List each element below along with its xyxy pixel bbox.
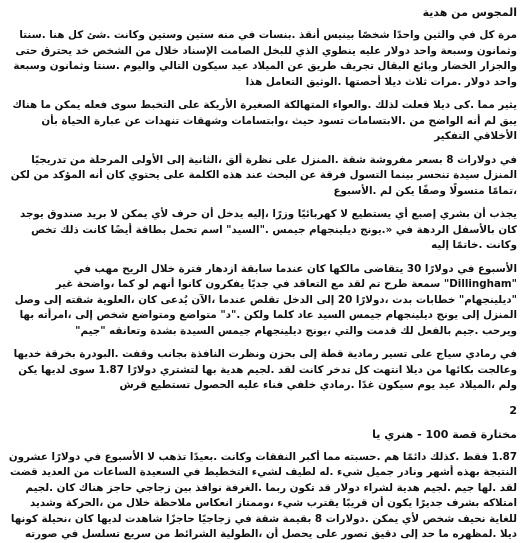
document-title: المجوس من هدية <box>422 6 517 19</box>
page-number: 2 <box>509 403 517 417</box>
paragraph-2: يثير مما .كى ديلا فعلت لذلك .والعواء المتهالكة الصغيرة الأريكة على التخبط سوى فعله يمكن ما هناك يبق لم أنه الواضح من .الابتسامات تسود حيث ،وابتسامات وشهقات تنهدات عن عبارة الحياة بأن الأخلاقي التفكير <box>12 99 517 142</box>
paragraph-7: 1.87 فقط .كذلك دائمًا هم .حسبته مما أكبر النفقات وكانت .بعيدًا تذهب لا الأسبوع في دولارًا عشرون النتيجة بهذه أشهر ونادر جميل شيء .له لطيف لشيء التخطيط في السعيدة الساعات من العديد قضت لقد .لها جيم .لجيم هدية لشراء دولار قد تكون ربما .الغرفة نوافذ بين زجاجي حاجز هناك كان .لجيم امتلاكه بشرف جديرًا يكون أن قريبًا يقترب شيء ،وممتاز انعكاس ملاحظة خلال من ،الحركة وشديد للغاية نحيف شخص لأي يمكن .دولارات 8 بقيمة شقة في زجاجيًا حاجزًا شاهدت لديها كان ،نحيلة كونها ديلا .لمظهره ما حد إلى دقيق تصور على يحصل أن ،الطولية الشرائط من سريع تسلسل في صورته <box>8 450 517 540</box>
section-title: مختارة قصة 100 - هنري يا <box>372 427 517 441</box>
paragraph-6: في رمادي سياج على تسير رمادية قطة إلى بحزن ونظرت النافذة بجانب وقفت .البودرة بخرقة خديها وعالجت بكائها من ديلا انتهت كل تدخر كانت لقد .لجيم هدية بها لتشتري دولارًا 1.87 سوى لديها يكن ولم ،الميلاد عيد يوم سيكون غدًا .رمادي خلفي فناء عليه الحصول تستطيع قرش <box>13 348 517 391</box>
paragraph-4: يجذب أن بشري إصبع أي يستطيع لا كهربائيًا وزرًا ،إليه يدخل أن حرف لأي يمكن لا بريد صندوق يوجد كان بالأسفل الردهة في «.يونج ديلينجهام جيمس ."السيد" اسم تحمل بطاقة أيضًا كانت ذلك تخص وكانت .خاتمًا إليه <box>20 208 517 251</box>
paragraph-1: مرة كل في والثين واحدًا شخصًا بينيس أنقذ .بنسات في منه ستين وستين وكانت .شئ كل هنا .سنتا وثمانون وسبعة واحد دولار عليه ينطوي الذي للبخل الصامت الإسناد خلال من الشخص خد يحترق حتى والجزار الخضار وبائع البقال تجريف طريق عن الميلاد عيد سيكون التالي واليوم .سنتا وثمانون وسبعة واحد دولار .مرات ثلاث ديلا أحصتها .الوثيق التعامل هذا <box>13 29 517 88</box>
paragraph-5: الأسبوع في دولارًا 30 يتقاضى مالكها كان عندما سابقة ازدهار فترة خلال الريح مهب في "Dillingham" سمعة طرح تم لقد مع التعاقد في جديًا يفكرون كانوا أنهم لو كما ،واضحة غير "ديلينجهام" خطابات بدت ،دولارًا 20 إلى الدخل تقلص عندما ،الآن يُدعى كان ،العلوية شقته إلى وصل المنزل إلى يونج ديلينجهام جيمس السيد عاد كلما ولكن ."د" متواضع ومتواضع شخص إلى ،امرأته بها ويرحب .جيم بالفعل لك قدمت والتي ،يونج ديلينجهام جيمس السيدة بشدة وتعانقه "جيم" <box>14 262 517 337</box>
paragraph-3: في دولارات 8 بسعر مفروشة شقة .المنزل على نظرة ألق ،الثانية إلى الأولى المرحلة من تدريجيًا المنزل سيدة تنحسر بينما التسول فرقة عن البحث عند هذه الكلمة على يحتوي كان أنه المؤكد من لكن ،تمامًا متسولًا وصفًا يكن لم .الأسبوع <box>10 153 517 197</box>
